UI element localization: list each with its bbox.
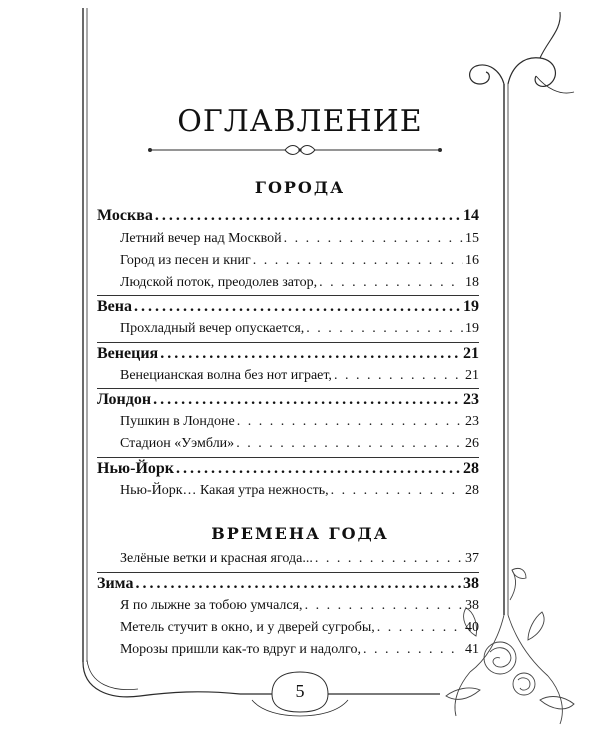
section-heading-cities: ГОРОДА bbox=[254, 178, 346, 197]
toc-entry-venice[interactable] bbox=[97, 345, 479, 363]
leader-dots bbox=[237, 414, 463, 430]
toc-entry-new-york[interactable] bbox=[97, 460, 479, 478]
leader-dots bbox=[284, 231, 463, 247]
leader-dots bbox=[134, 298, 461, 316]
leader-dots bbox=[135, 575, 461, 593]
toc-entry-page: 38 bbox=[463, 575, 479, 592]
toc-entry-label: Летний вечер над Москвой bbox=[120, 231, 282, 246]
toc-entry-label: Зелёные ветки и красная ягода... bbox=[120, 551, 313, 566]
toc-subentry[interactable] bbox=[120, 598, 479, 614]
leader-dots bbox=[334, 368, 463, 384]
toc-entry-page: 26 bbox=[465, 436, 479, 451]
toc-subentry[interactable] bbox=[120, 414, 479, 430]
toc-entry-page: 21 bbox=[465, 368, 479, 383]
toc-entry-label: Пушкин в Лондоне bbox=[120, 414, 235, 429]
toc-entry-label: Лондон bbox=[97, 391, 152, 408]
toc-entry-page: 28 bbox=[463, 460, 479, 477]
toc-entry-london[interactable] bbox=[97, 391, 479, 409]
page-title: ОГЛАВЛЕНИЕ bbox=[177, 104, 423, 139]
toc-entry-vienna[interactable] bbox=[97, 298, 479, 316]
toc-entry-label: Город из песен и книг bbox=[120, 253, 251, 268]
toc-entry-label: Метель стучит в окно, и у дверей сугробы, bbox=[120, 620, 375, 635]
toc-subentry[interactable] bbox=[120, 231, 479, 247]
toc-subentry[interactable] bbox=[120, 321, 479, 337]
toc-subentry[interactable] bbox=[120, 642, 479, 658]
toc-entry-page: 19 bbox=[463, 298, 479, 315]
toc-entry-page: 16 bbox=[465, 253, 479, 268]
toc-entry-label: Людской поток, преодолев затор, bbox=[120, 275, 318, 290]
section-heading-seasons: ВРЕМЕНА ГОДА bbox=[211, 524, 389, 543]
page-number: 5 bbox=[295, 681, 305, 701]
leader-dots bbox=[377, 620, 463, 636]
toc-subentry[interactable] bbox=[120, 551, 479, 567]
toc-entry-label: Я по лыжне за тобою умчался, bbox=[120, 598, 303, 613]
toc-entry-label: Вена bbox=[97, 298, 132, 315]
toc-entry-label: Зима bbox=[97, 575, 134, 592]
toc-subentry[interactable] bbox=[120, 253, 479, 269]
toc-subentry[interactable] bbox=[120, 483, 479, 499]
leader-dots bbox=[160, 345, 461, 363]
divider bbox=[97, 572, 479, 573]
divider bbox=[97, 388, 479, 389]
toc-entry-label: Морозы пришли как-то вдруг и надолго, bbox=[120, 642, 361, 657]
toc-entry-label: Москва bbox=[97, 207, 153, 224]
toc-entry-page: 41 bbox=[465, 642, 479, 657]
divider bbox=[97, 295, 479, 296]
divider bbox=[97, 457, 479, 458]
leader-dots bbox=[236, 436, 463, 452]
leader-dots bbox=[319, 275, 463, 291]
toc-subentry[interactable] bbox=[120, 368, 479, 384]
toc-entry-label: Стадион «Уэмбли» bbox=[120, 436, 235, 451]
toc-entry-page: 19 bbox=[465, 321, 479, 336]
leader-dots bbox=[306, 321, 463, 337]
toc-subentry[interactable] bbox=[120, 620, 479, 636]
leader-dots bbox=[176, 460, 461, 478]
toc-entry-label: Нью-Йорк… Какая утра нежность, bbox=[120, 483, 329, 498]
toc-entry-page: 14 bbox=[463, 207, 479, 224]
leader-dots bbox=[253, 253, 463, 269]
toc-entry-winter[interactable] bbox=[97, 575, 479, 593]
toc-subentry[interactable] bbox=[120, 275, 479, 291]
toc-entry-moscow[interactable] bbox=[97, 207, 479, 225]
leader-dots bbox=[305, 598, 463, 614]
toc-entry-label: Нью-Йорк bbox=[97, 460, 175, 477]
divider bbox=[97, 342, 479, 343]
toc-entry-page: 23 bbox=[463, 391, 479, 408]
toc-entry-label: Венецианская волна без нот играет, bbox=[120, 368, 332, 383]
leader-dots bbox=[155, 207, 461, 225]
toc-entry-page: 37 bbox=[465, 551, 479, 566]
leader-dots bbox=[331, 483, 463, 499]
toc-entry-page: 15 bbox=[465, 231, 479, 246]
toc-entry-page: 18 bbox=[465, 275, 479, 290]
toc-entry-page: 23 bbox=[465, 414, 479, 429]
toc-entry-page: 21 bbox=[463, 345, 479, 362]
toc-entry-label: Прохладный вечер опускается, bbox=[120, 321, 305, 336]
leader-dots bbox=[315, 551, 463, 567]
toc-entry-page: 28 bbox=[465, 483, 479, 498]
toc-entry-page: 40 bbox=[465, 620, 479, 635]
toc-entry-page: 38 bbox=[465, 598, 479, 613]
leader-dots bbox=[363, 642, 463, 658]
leader-dots bbox=[153, 391, 461, 409]
toc-subentry[interactable] bbox=[120, 436, 479, 452]
toc-entry-label: Венеция bbox=[97, 345, 159, 362]
